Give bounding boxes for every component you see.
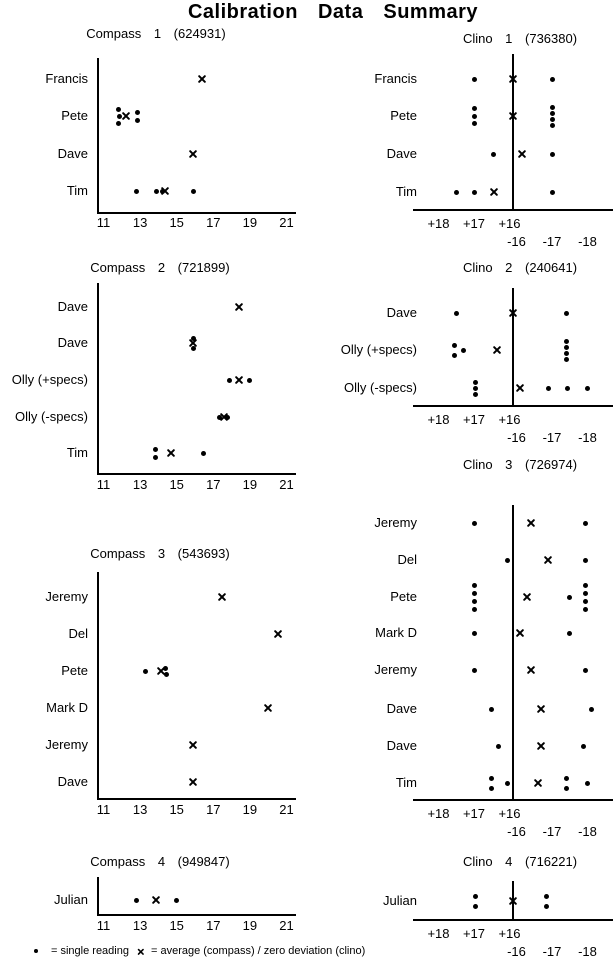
compass2-row-label-1: Dave: [57, 335, 88, 350]
clino3-row-1-dot-1: [583, 558, 588, 563]
clino3-row-7-dot-1: [489, 786, 494, 791]
clino3-row-5-dot-1: [589, 707, 594, 712]
compass2-tick-11: 11: [96, 477, 111, 492]
clino1-tick--18: -18: [578, 234, 597, 249]
compass3-row-2-cross-marker: [156, 666, 166, 676]
compass2-y-axis-line: [97, 283, 99, 473]
compass4-tick-17: 17: [206, 918, 221, 933]
clino3-tick-+17: +17: [462, 806, 486, 821]
clino2-row-1-dot-2: [461, 348, 466, 353]
clino1-row-1-dot-0: [472, 106, 477, 111]
clino2-row-label-1: Olly (+specs): [340, 342, 417, 357]
clino3-row-0-cross-marker: [526, 518, 536, 528]
clino2-tick-+16: +16: [498, 412, 521, 427]
clino1-row-0-dot-0: [472, 77, 477, 82]
clino4-x-axis-line: [413, 919, 613, 921]
compass1-tick-11: 11: [96, 215, 111, 230]
clino3-row-2-dot-3: [472, 607, 477, 612]
compass3-row-label-5: Dave: [57, 774, 88, 789]
clino4-row-0-dot-0: [473, 894, 478, 899]
single-reading-dot-icon: [34, 949, 38, 953]
compass1-row-1-dot-2: [116, 121, 121, 126]
clino3-row-6-dot-0: [496, 744, 501, 749]
compass3-row-5-cross-marker: [188, 777, 198, 787]
compass4-row-0-dot-0: [134, 898, 139, 903]
compass3-row-2-dot-0: [143, 669, 148, 674]
compass2-x-axis-line: [97, 473, 296, 475]
compass1-row-label-3: Tim: [66, 183, 88, 198]
clino3-row-2-dot-2: [472, 599, 477, 604]
average-cross-icon: [137, 948, 143, 954]
compass3-y-axis-line: [97, 572, 99, 798]
clino4-tick--17: -17: [542, 944, 562, 959]
compass3-title: Compass 3 (543693): [90, 546, 230, 561]
compass2-tick-17: 17: [206, 477, 221, 492]
compass1-row-3-dot-1: [154, 189, 159, 194]
clino3-row-7-dot-4: [564, 786, 569, 791]
clino3-row-1-cross-marker: [543, 555, 553, 565]
clino3-row-2-dot-5: [583, 583, 588, 588]
clino1-row-label-3: Tim: [395, 184, 417, 199]
clino1-row-1-dot-3: [550, 105, 555, 110]
clino4-row-0-dot-1: [473, 904, 478, 909]
compass2-tick-15: 15: [169, 477, 184, 492]
clino4-row-0-cross-marker: [508, 896, 518, 906]
clino2-row-1-dot-6: [564, 357, 569, 362]
clino4-title: Clino 4 (716221): [462, 854, 578, 869]
clino2-row-0-cross-marker: [508, 308, 518, 318]
compass1-tick-15: 15: [169, 215, 184, 230]
page-title: Calibration Data Summary: [187, 1, 479, 23]
clino3-row-6-cross-marker: [536, 741, 546, 751]
clino3-row-2-dot-0: [472, 583, 477, 588]
clino4-tick-+17: +17: [462, 926, 486, 941]
clino3-row-5-cross-marker: [536, 704, 546, 714]
clino2-tick--16: -16: [507, 430, 526, 445]
clino1-row-1-dot-4: [550, 111, 555, 116]
compass4-row-0-cross-marker: [151, 895, 161, 905]
clino1-title: Clino 1 (736380): [462, 31, 578, 46]
compass3-row-3-cross-marker: [263, 703, 273, 713]
compass1-row-2-cross-marker: [188, 149, 198, 159]
compass2-row-2-dot-1: [247, 378, 252, 383]
compass3-row-label-2: Pete: [61, 663, 88, 678]
compass3-tick-21: 21: [279, 802, 294, 817]
compass2-tick-21: 21: [279, 477, 294, 492]
compass3-x-axis-line: [97, 798, 296, 800]
compass2-tick-13: 13: [132, 477, 148, 492]
clino3-row-3-dot-0: [472, 631, 477, 636]
compass1-row-3-cross-marker: [160, 186, 170, 196]
compass4-row-0-dot-1: [174, 898, 179, 903]
compass2-title: Compass 2 (721899): [90, 260, 230, 275]
clino3-row-7-dot-0: [489, 776, 494, 781]
clino3-row-0-dot-1: [583, 521, 588, 526]
compass3-tick-15: 15: [169, 802, 184, 817]
clino3-row-2-cross-marker: [522, 592, 532, 602]
clino3-row-4-cross-marker: [526, 665, 536, 675]
compass3-row-label-1: Del: [68, 626, 88, 641]
clino1-tick-+17: +17: [462, 216, 486, 231]
clino2-row-2-dot-5: [585, 386, 590, 391]
clino2-row-2-dot-1: [473, 386, 478, 391]
clino1-row-label-1: Pete: [390, 108, 417, 123]
clino2-row-1-dot-1: [452, 353, 457, 358]
compass3-row-1-cross-marker: [273, 629, 283, 639]
clino1-row-0-dot-1: [550, 77, 555, 82]
clino1-row-2-cross-marker: [517, 149, 527, 159]
compass2-row-4-dot-1: [153, 455, 158, 460]
compass4-y-axis-line: [97, 877, 99, 914]
clino2-tick--17: -17: [542, 430, 562, 445]
compass4-title: Compass 4 (949847): [90, 854, 230, 869]
clino3-row-2-dot-6: [583, 591, 588, 596]
compass1-tick-17: 17: [206, 215, 221, 230]
compass3-tick-19: 19: [242, 802, 258, 817]
clino1-row-3-dot-1: [472, 190, 477, 195]
clino2-row-2-dot-4: [565, 386, 570, 391]
compass3-row-label-4: Jeremy: [45, 737, 88, 752]
clino2-row-0-dot-1: [564, 311, 569, 316]
compass2-row-2-cross-marker: [234, 375, 244, 385]
clino3-row-4-dot-1: [583, 668, 588, 673]
clino3-row-label-1: Del: [397, 552, 417, 567]
clino4-row-label-0: Julian: [383, 893, 417, 908]
compass1-row-label-1: Pete: [61, 108, 88, 123]
clino2-row-2-dot-3: [546, 386, 551, 391]
clino3-row-2-dot-4: [567, 595, 572, 600]
legend-cross-text: = average (compass) / zero deviation (clino): [150, 945, 366, 957]
clino3-row-4-dot-0: [472, 668, 477, 673]
clino3-row-5-dot-0: [489, 707, 494, 712]
clino1-tick-+16: +16: [498, 216, 521, 231]
compass1-title: Compass 1 (624931): [86, 26, 226, 41]
clino2-x-axis-line: [413, 405, 613, 407]
clino3-row-2-dot-1: [472, 591, 477, 596]
clino1-tick--16: -16: [507, 234, 526, 249]
compass4-tick-21: 21: [279, 918, 294, 933]
clino3-row-2-dot-7: [583, 599, 588, 604]
clino2-row-1-dot-3: [564, 339, 569, 344]
compass2-row-label-2: Olly (+specs): [11, 372, 88, 387]
clino3-row-7-dot-5: [585, 781, 590, 786]
legend: [30, 945, 365, 957]
clino4-tick--18: -18: [578, 944, 597, 959]
clino1-tick-+18: +18: [427, 216, 450, 231]
clino1-row-2-dot-1: [550, 152, 555, 157]
clino3-row-label-6: Dave: [386, 738, 417, 753]
compass1-row-3-dot-3: [191, 189, 196, 194]
compass4-row-label-0: Julian: [54, 892, 88, 907]
clino3-row-label-4: Jeremy: [374, 662, 417, 677]
clino4-row-0-dot-2: [544, 894, 549, 899]
compass2-row-label-4: Tim: [66, 445, 88, 460]
compass2-row-3-cross-marker: [219, 412, 229, 422]
clino3-row-label-2: Pete: [390, 589, 417, 604]
compass2-row-1-cross-marker: [188, 338, 198, 348]
compass1-row-1-dot-0: [116, 107, 121, 112]
clino3-tick--18: -18: [578, 824, 597, 839]
clino2-tick-+17: +17: [462, 412, 486, 427]
compass1-row-1-dot-3: [135, 110, 140, 115]
compass1-tick-13: 13: [132, 215, 148, 230]
clino3-row-2-dot-8: [583, 607, 588, 612]
clino3-row-label-0: Jeremy: [374, 515, 417, 530]
clino3-row-6-dot-1: [581, 744, 586, 749]
clino2-row-2-cross-marker: [515, 383, 525, 393]
compass4-tick-15: 15: [169, 918, 184, 933]
compass2-row-4-dot-2: [201, 451, 206, 456]
clino4-tick-+16: +16: [498, 926, 521, 941]
clino3-row-0-dot-0: [472, 521, 477, 526]
compass1-tick-21: 21: [279, 215, 294, 230]
compass1-row-3-dot-0: [134, 189, 139, 194]
clino1-row-1-dot-5: [550, 117, 555, 122]
compass4-x-axis-line: [97, 914, 296, 916]
compass1-row-label-0: Francis: [45, 71, 88, 86]
clino1-row-3-cross-marker: [489, 187, 499, 197]
clino1-row-label-0: Francis: [374, 71, 417, 86]
clino1-row-1-dot-6: [550, 123, 555, 128]
clino3-tick-+18: +18: [427, 806, 450, 821]
clino3-zero-deviation-line: [512, 505, 514, 799]
clino3-x-axis-line: [413, 799, 613, 801]
clino1-row-1-dot-1: [472, 114, 477, 119]
legend-dot-text: = single reading: [51, 945, 129, 957]
compass1-row-label-2: Dave: [57, 146, 88, 161]
compass3-row-label-0: Jeremy: [45, 589, 88, 604]
clino1-row-3-dot-0: [454, 190, 459, 195]
compass1-tick-19: 19: [242, 215, 258, 230]
compass3-row-label-3: Mark D: [46, 700, 88, 715]
clino3-tick--16: -16: [507, 824, 526, 839]
compass2-row-4-cross-marker: [166, 448, 176, 458]
compass4-tick-13: 13: [132, 918, 148, 933]
compass2-tick-19: 19: [242, 477, 258, 492]
clino1-row-label-2: Dave: [386, 146, 417, 161]
clino3-row-label-7: Tim: [395, 775, 417, 790]
compass1-row-0-cross-marker: [197, 74, 207, 84]
clino3-row-7-dot-3: [564, 776, 569, 781]
clino3-row-1-dot-0: [505, 558, 510, 563]
compass3-tick-17: 17: [206, 802, 221, 817]
compass2-row-0-cross-marker: [234, 302, 244, 312]
compass1-x-axis-line: [97, 212, 296, 214]
clino2-row-label-0: Dave: [386, 305, 417, 320]
clino3-row-label-5: Dave: [386, 701, 417, 716]
clino1-row-1-dot-2: [472, 121, 477, 126]
clino2-row-2-dot-2: [473, 392, 478, 397]
clino2-row-1-dot-0: [452, 343, 457, 348]
clino2-row-label-2: Olly (-specs): [344, 380, 417, 395]
clino4-tick--16: -16: [507, 944, 526, 959]
compass1-row-1-cross-marker: [121, 111, 131, 121]
compass2-row-2-dot-0: [227, 378, 232, 383]
compass1-y-axis-line: [97, 58, 99, 212]
clino2-row-1-cross-marker: [492, 345, 502, 355]
clino1-row-1-cross-marker: [508, 111, 518, 121]
clino3-row-7-dot-2: [505, 781, 510, 786]
clino2-zero-deviation-line: [512, 288, 514, 405]
compass2-row-label-0: Dave: [57, 299, 88, 314]
clino2-tick-+18: +18: [427, 412, 450, 427]
clino2-row-1-dot-5: [564, 351, 569, 356]
clino1-row-2-dot-0: [491, 152, 496, 157]
clino3-row-3-dot-1: [567, 631, 572, 636]
compass4-tick-19: 19: [242, 918, 258, 933]
compass3-tick-11: 11: [96, 802, 111, 817]
clino3-row-7-cross-marker: [533, 778, 543, 788]
clino2-title: Clino 2 (240641): [462, 260, 578, 275]
clino1-row-0-cross-marker: [508, 74, 518, 84]
clino2-row-1-dot-4: [564, 345, 569, 350]
clino3-row-label-3: Mark D: [375, 625, 417, 640]
compass3-row-4-cross-marker: [188, 740, 198, 750]
compass3-row-0-cross-marker: [217, 592, 227, 602]
clino4-tick-+18: +18: [427, 926, 450, 941]
clino2-tick--18: -18: [578, 430, 597, 445]
compass3-tick-13: 13: [132, 802, 148, 817]
clino3-tick-+16: +16: [498, 806, 521, 821]
compass1-row-1-dot-4: [135, 118, 140, 123]
clino1-tick--17: -17: [542, 234, 562, 249]
clino1-x-axis-line: [413, 209, 613, 211]
clino3-title: Clino 3 (726974): [462, 457, 578, 472]
compass2-row-4-dot-0: [153, 447, 158, 452]
clino2-row-0-dot-0: [454, 311, 459, 316]
compass4-tick-11: 11: [96, 918, 111, 933]
clino1-row-3-dot-2: [550, 190, 555, 195]
clino4-row-0-dot-3: [544, 904, 549, 909]
clino3-row-3-cross-marker: [515, 628, 525, 638]
clino3-tick--17: -17: [542, 824, 562, 839]
clino2-row-2-dot-0: [473, 380, 478, 385]
compass2-row-label-3: Olly (-specs): [15, 409, 88, 424]
